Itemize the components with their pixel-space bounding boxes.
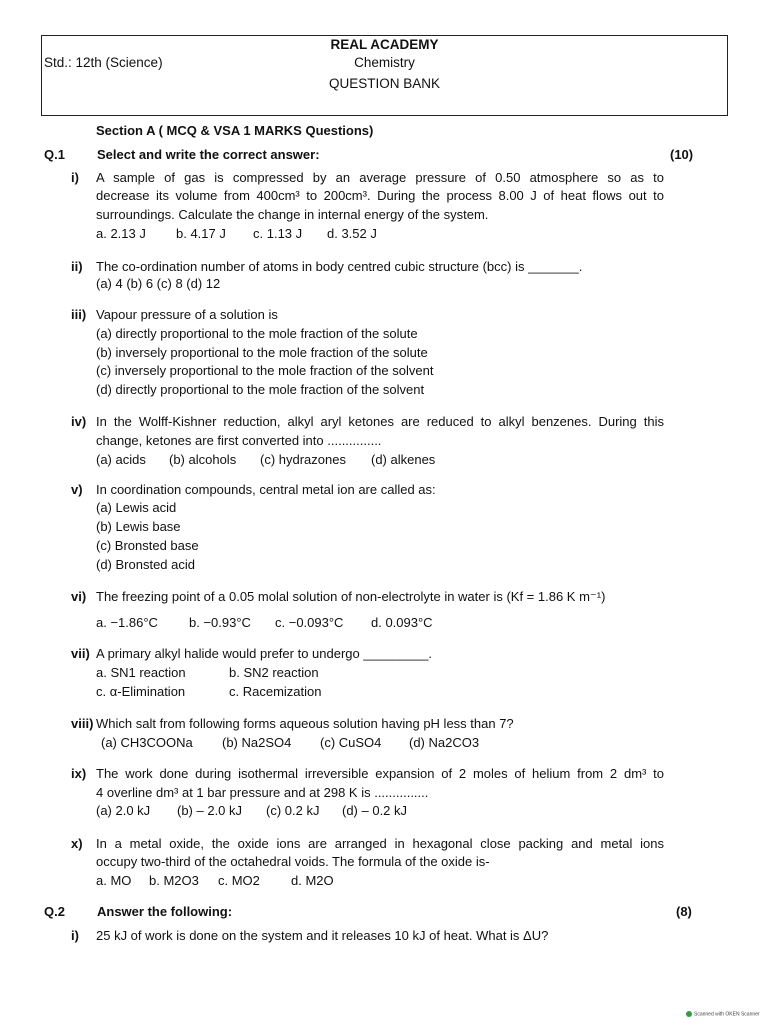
academy-name: REAL ACADEMY	[330, 37, 439, 52]
q1-option: (b) Na2SO4	[222, 735, 292, 750]
q1-item-text: A primary alkyl halide would prefer to undergo _________.	[96, 646, 433, 661]
q1-item-number: v)	[71, 482, 83, 497]
q1-item-number: iv)	[71, 414, 87, 429]
q1-item-number: iii)	[71, 307, 87, 322]
q1-option: d. 0.093°C	[371, 615, 433, 630]
q1-item-text: surroundings. Calculate the change in internal energy of the system.	[96, 207, 489, 222]
q1-option: c. Racemization	[229, 684, 322, 699]
header-box	[41, 35, 728, 116]
q1-options-line: (a) 4 (b) 6 (c) 8 (d) 12	[96, 276, 221, 291]
q1-option: (a) directly proportional to the mole fraction of the solute	[96, 326, 418, 341]
q1-option: c. α-Elimination	[96, 684, 186, 699]
q1-option: a. MO	[96, 873, 132, 888]
q1-item-text: decrease its volume from 400cm³ to 200cm³. During the process 8.00 J of heat flows out to	[96, 188, 664, 203]
standard-label: Std.: 12th (Science)	[44, 55, 163, 70]
q1-option: (b) – 2.0 kJ	[177, 803, 243, 818]
scanner-text: Scanned with OKEN Scanner	[694, 1011, 760, 1018]
q1-item-text: occupy two-third of the octahedral voids. The formula of the oxide is-	[96, 854, 490, 869]
q1-item-text: In coordination compounds, central metal ion are called as:	[96, 482, 436, 497]
q1-option: b. −0.93°C	[189, 615, 251, 630]
q1-option: (c) hydrazones	[260, 452, 346, 467]
q1-option: (c) Bronsted base	[96, 538, 199, 553]
section-title: Section A ( MCQ & VSA 1 MARKS Questions)	[96, 123, 374, 138]
q2-instruction: Answer the following:	[97, 904, 233, 919]
q1-option: (b) inversely proportional to the mole fraction of the solute	[96, 345, 428, 360]
q1-option: a. SN1 reaction	[96, 665, 186, 680]
q1-item-text: In the Wolff-Kishner reduction, alkyl aryl ketones are reduced to alkyl benzenes. During this	[96, 414, 664, 429]
scanner-watermark	[686, 1011, 760, 1017]
q1-option: a. −1.86°C	[96, 615, 158, 630]
q1-option: d. 3.52 J	[327, 226, 377, 241]
q1-item-text: change, ketones are first converted into ...............	[96, 433, 382, 448]
q1-option: (a) Lewis acid	[96, 500, 177, 515]
q1-option: (b) Lewis base	[96, 519, 181, 534]
q1-option: (d) Na2CO3	[409, 735, 480, 750]
q2-item-text: 25 kJ of work is done on the system and it releases 10 kJ of heat. What is ΔU?	[96, 928, 549, 943]
q1-option: b. SN2 reaction	[229, 665, 319, 680]
q1-option: (c) CuSO4	[320, 735, 382, 750]
q1-option: (d) alkenes	[371, 452, 436, 467]
q1-option: (a) 2.0 kJ	[96, 803, 151, 818]
q1-item-number: vi)	[71, 589, 87, 604]
q1-option: a. 2.13 J	[96, 226, 146, 241]
q1-option: (a) acids	[96, 452, 146, 467]
q1-option: (d) Bronsted acid	[96, 557, 195, 572]
q1-option: (c) 0.2 kJ	[266, 803, 320, 818]
q1-option: (b) alcohols	[169, 452, 237, 467]
q1-item-text: Which salt from following forms aqueous solution having pH less than 7?	[96, 716, 514, 731]
q1-item-number: i)	[71, 170, 79, 185]
q1-option: (d) directly proportional to the mole fraction of the solvent	[96, 382, 425, 397]
q1-item-number: x)	[71, 836, 83, 851]
q1-option: c. 1.13 J	[253, 226, 303, 241]
q1-label: Q.1	[44, 147, 65, 162]
q1-item-text: The co-ordination number of atoms in body centred cubic structure (bcc) is _______.	[96, 259, 583, 274]
q1-option: d. M2O	[291, 873, 334, 888]
q1-option: c. MO2	[218, 873, 260, 888]
q2-item-number: i)	[71, 928, 79, 943]
q1-item-text: Vapour pressure of a solution is	[96, 307, 278, 322]
q1-item-text: The work done during isothermal irreversible expansion of 2 moles of helium from 2 dm³ to	[96, 766, 664, 781]
q1-option: (c) inversely proportional to the mole fraction of the solvent	[96, 363, 434, 378]
q1-item-number: viii)	[71, 716, 94, 731]
scanner-logo-icon	[686, 1011, 692, 1017]
q1-option: b. M2O3	[149, 873, 199, 888]
q1-item-number: vii)	[71, 646, 90, 661]
q2-label: Q.2	[44, 904, 65, 919]
q1-item-text: The freezing point of a 0.05 molal solution of non-electrolyte in water is (Kf = 1.86 K m⁻¹)	[96, 589, 606, 604]
q1-option: c. −0.093°C	[275, 615, 344, 630]
q1-option: (d) – 0.2 kJ	[342, 803, 408, 818]
q2-marks: (8)	[676, 904, 692, 919]
q1-marks: (10)	[670, 147, 694, 162]
subject-name: Chemistry	[354, 55, 415, 70]
q1-option: (a) CH3COONa	[101, 735, 193, 750]
q1-instruction: Select and write the correct answer:	[97, 147, 320, 162]
q1-item-text: In a metal oxide, the oxide ions are arranged in hexagonal close packing and metal ions	[96, 836, 664, 851]
q1-item-text: A sample of gas is compressed by an average pressure of 0.50 atmosphere so as to	[96, 170, 664, 185]
q1-item-text: 4 overline dm³ at 1 bar pressure and at 298 K is ...............	[96, 785, 429, 800]
q1-item-number: ii)	[71, 259, 83, 274]
q1-option: b. 4.17 J	[176, 226, 226, 241]
q1-item-number: ix)	[71, 766, 87, 781]
question-bank-title: QUESTION BANK	[328, 76, 441, 91]
